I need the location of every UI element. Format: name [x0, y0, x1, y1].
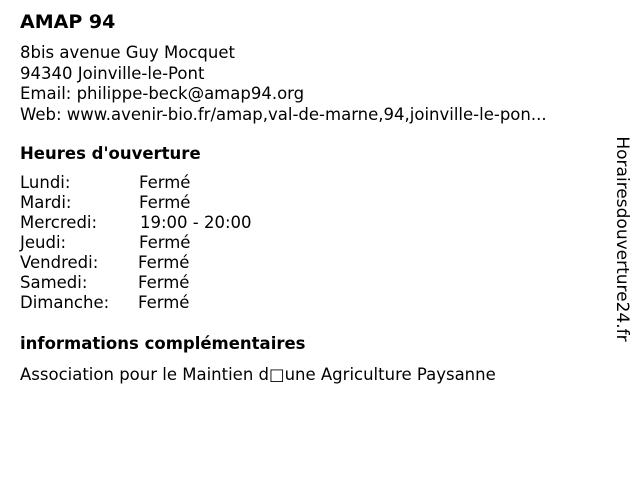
additional-info-text: Association pour le Maintien d□une Agriculture Paysanne — [20, 365, 496, 384]
email-line: Email: philippe-beck@amap94.org — [20, 84, 305, 103]
day-label: Mercredi: — [20, 213, 98, 232]
day-label: Mardi: — [20, 193, 72, 212]
address-line-street: 8bis avenue Guy Mocquet — [20, 43, 235, 62]
hours-value: Fermé — [139, 173, 191, 192]
business-name: AMAP 94 — [20, 11, 116, 33]
hours-value: Fermé — [138, 253, 190, 272]
day-label: Jeudi: — [20, 233, 67, 252]
day-label: Lundi: — [20, 173, 71, 192]
day-label: Dimanche: — [20, 293, 110, 312]
hours-value: Fermé — [139, 193, 191, 212]
additional-info-heading: informations complémentaires — [20, 334, 306, 353]
day-label: Samedi: — [20, 273, 88, 292]
day-label: Vendredi: — [20, 253, 99, 272]
hours-heading: Heures d'ouverture — [20, 144, 201, 163]
site-name-vertical: Horairesdouverture24.fr — [612, 136, 632, 342]
hours-value: Fermé — [139, 233, 191, 252]
business-contact — [20, 43, 547, 125]
hours-value: Fermé — [138, 273, 190, 292]
web-line: Web: www.avenir-bio.fr/amap,val-de-marne,94,joinville-le-pon... — [20, 104, 547, 124]
address-line-city: 94340 Joinville-le-Pont — [20, 63, 205, 83]
hours-value: Fermé — [138, 293, 190, 312]
hours-value: 19:00 - 20:00 — [140, 213, 252, 232]
